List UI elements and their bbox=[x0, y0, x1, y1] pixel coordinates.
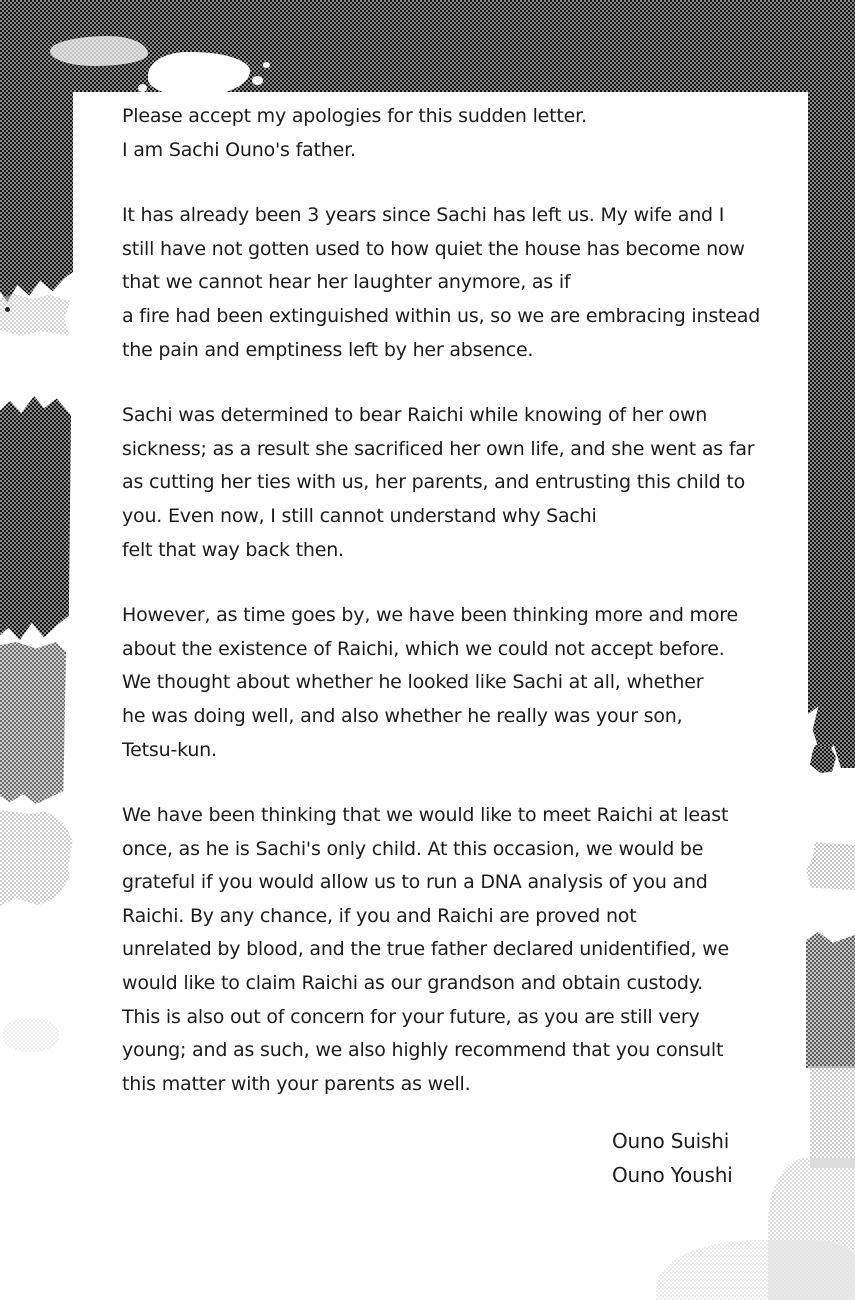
letter-paragraph bbox=[122, 199, 812, 367]
halftone-left-band-lower bbox=[0, 642, 66, 804]
halftone-right-band bbox=[808, 0, 855, 768]
letter-paragraph bbox=[122, 599, 812, 767]
letter-line: would like to claim Raichi as our grandson and obtain custody. bbox=[122, 972, 703, 995]
letter-line: I am Sachi Ouno's father. bbox=[122, 138, 356, 161]
letter-line: a fire had been extinguished within us, so we are embracing instead bbox=[122, 304, 761, 327]
halftone-right-blob bbox=[810, 745, 836, 773]
letter-line: unrelated by blood, and the true father declared unidentified, we bbox=[122, 938, 730, 961]
letter-line: Raichi. By any chance, if you and Raichi are proved not bbox=[122, 904, 637, 927]
letter-line: sickness; as a result she sacrificed her own life, and she went as far bbox=[122, 437, 755, 460]
halftone-right-band-lower bbox=[806, 932, 855, 1068]
white-splatter-dot bbox=[138, 84, 147, 92]
letter-line: grateful if you would allow us to run a DNA analysis of you and bbox=[122, 871, 708, 894]
halftone-bottom-fade bbox=[656, 1240, 855, 1300]
halftone-left-ghost-upper bbox=[0, 294, 70, 336]
letter-line: Please accept my apologies for this sudden letter. bbox=[122, 105, 587, 127]
letter-line: as cutting her ties with us, her parents, and entrusting this child to bbox=[122, 471, 746, 494]
letter-line: about the existence of Raichi, which we could not accept before. bbox=[122, 637, 725, 660]
halftone-left-band-upper bbox=[0, 88, 73, 302]
letter-line: This is also out of concern for your future, as you are still very bbox=[122, 1005, 700, 1028]
halftone-right-band-faint bbox=[810, 1066, 855, 1168]
letter-line: Sachi was determined to bear Raichi while knowing of her own bbox=[122, 404, 708, 427]
letter-line: We thought about whether he looked like Sachi at all, whether bbox=[122, 671, 704, 694]
halftone-left-ghost-lower bbox=[3, 1018, 59, 1052]
letter-body bbox=[122, 100, 812, 1133]
halftone-left-band-middle bbox=[0, 396, 71, 640]
letter-line: he was doing well, and also whether he really was your son, bbox=[122, 704, 683, 727]
white-splatter-dot bbox=[252, 76, 263, 85]
letter-line: It has already been 3 years since Sachi has left us. My wife and I bbox=[122, 204, 725, 227]
letter-line: you. Even now, I still cannot understand why Sachi bbox=[122, 504, 597, 527]
letter-paragraph bbox=[122, 799, 812, 1101]
ink-speck bbox=[5, 307, 10, 312]
signature-line: Ouno Youshi bbox=[612, 1163, 733, 1187]
letter-line: this matter with your parents as well. bbox=[122, 1072, 471, 1095]
letter-line: We have been thinking that we would like to meet Raichi at least bbox=[122, 804, 729, 827]
letter-paragraph bbox=[122, 100, 812, 167]
letter-line: However, as time goes by, we have been thinking more and more bbox=[122, 604, 738, 627]
signature-line: Ouno Suishi bbox=[612, 1129, 730, 1153]
letter-line: still have not gotten used to how quiet the house has become now bbox=[122, 237, 745, 260]
letter-line: Tetsu-kun. bbox=[122, 738, 217, 761]
letter-line: once, as he is Sachi's only child. At this occasion, we would be bbox=[122, 837, 704, 860]
white-splatter bbox=[50, 36, 148, 66]
white-splatter-dot bbox=[263, 62, 270, 68]
letter-line: that we cannot hear her laughter anymore, as if bbox=[122, 271, 571, 294]
letter-line: felt that way back then. bbox=[122, 538, 344, 561]
letter-paragraph bbox=[122, 399, 812, 567]
halftone-left-blob bbox=[0, 810, 74, 906]
letter-line: young; and as such, we also highly recommend that you consult bbox=[122, 1039, 724, 1062]
halftone-right-patch bbox=[806, 842, 855, 890]
letter-line: the pain and emptiness left by her absence. bbox=[122, 338, 534, 361]
signature-block bbox=[612, 1124, 733, 1192]
